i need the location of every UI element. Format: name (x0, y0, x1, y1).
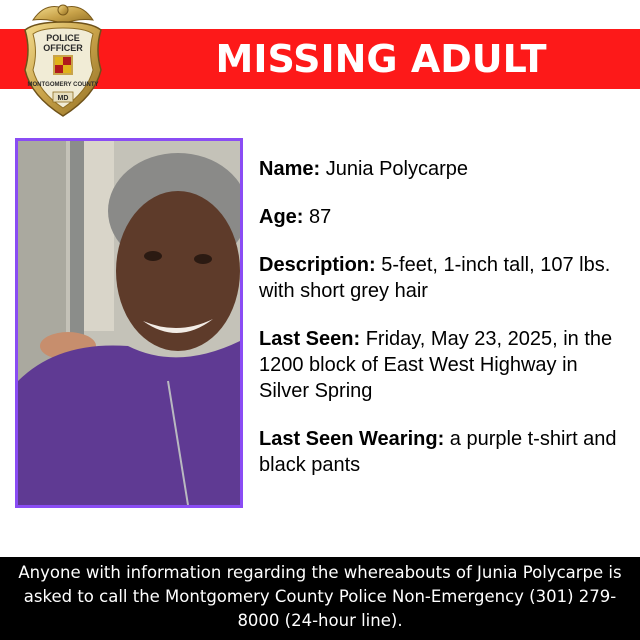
contact-footer (0, 557, 640, 640)
detail-value: a purple t-shirt and black pants (259, 428, 617, 476)
detail-label: Last Seen: (259, 328, 361, 350)
detail-value: 87 (309, 206, 332, 228)
detail-label: Name: (259, 158, 321, 180)
detail-value: 5-feet, 1-inch tall, 107 lbs. with short grey hair (259, 254, 611, 302)
detail-value: Friday, May 23, 2025, in the 1200 block of East West Highway in Silver Spring (259, 328, 613, 402)
detail-value: Junia Polycarpe (325, 158, 469, 180)
svg-text:OFFICER: OFFICER (43, 43, 83, 53)
svg-text:MONTGOMERY COUNTY: MONTGOMERY COUNTY (27, 82, 99, 88)
detail-description (259, 252, 629, 304)
detail-last-seen-wearing (259, 426, 629, 478)
police-badge-logo (15, 0, 111, 120)
footer-text: Anyone with information regarding the whereabouts of Junia Polycarpe is asked to call the Montgomery County Police Non-Emergency (301) 279-8000 (24-hour line). (18, 563, 622, 630)
detail-label: Description: (259, 254, 376, 276)
svg-text:POLICE: POLICE (46, 33, 80, 43)
detail-age (259, 204, 629, 230)
svg-text:MD: MD (57, 95, 69, 102)
missing-person-photo (15, 138, 243, 508)
details-section (259, 156, 629, 500)
detail-name (259, 156, 629, 182)
detail-last-seen (259, 326, 629, 404)
detail-label: Last Seen Wearing: (259, 428, 445, 450)
detail-label: Age: (259, 206, 304, 228)
page-title: MISSING ADULT (215, 37, 547, 81)
